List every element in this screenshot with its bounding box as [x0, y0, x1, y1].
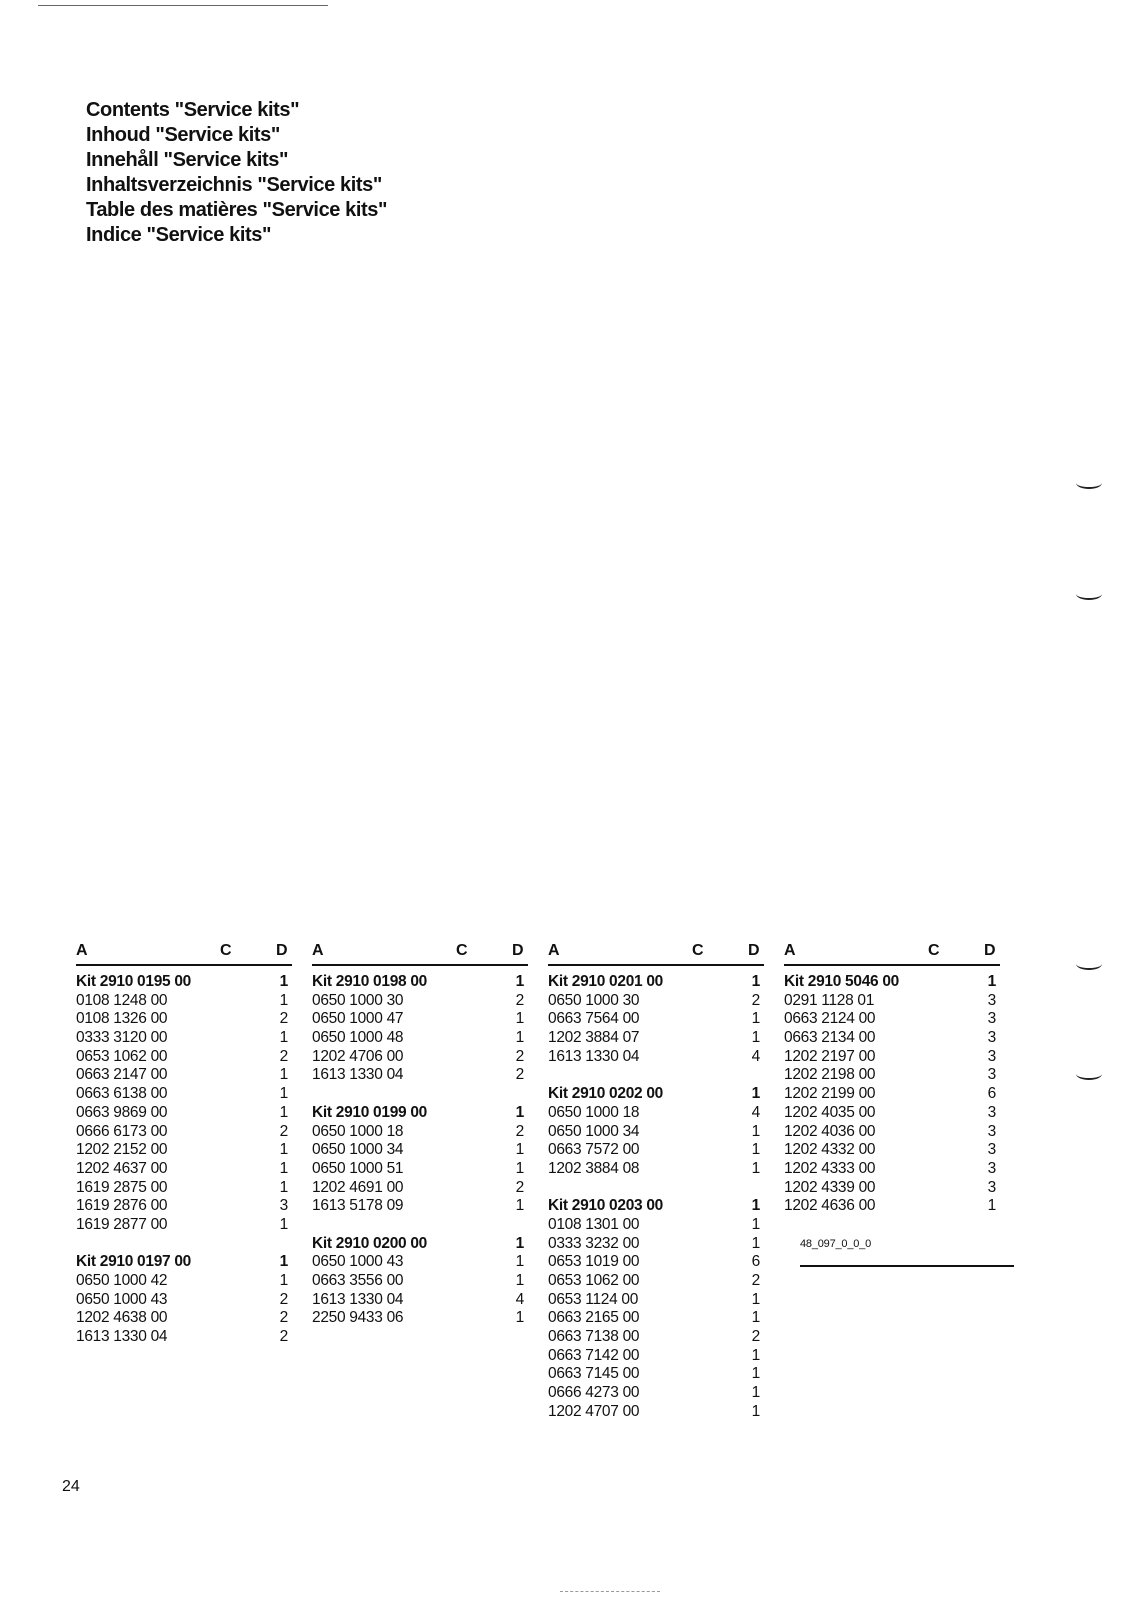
- quantity: 1: [751, 1141, 760, 1159]
- quantity: 3: [987, 1122, 996, 1140]
- part-number: 0653 1019 00: [548, 1253, 640, 1271]
- quantity: 1: [751, 1309, 760, 1327]
- part-number: 1613 1330 04: [312, 1066, 404, 1084]
- quantity: 1: [987, 973, 996, 990]
- quantity: 1: [279, 1253, 288, 1271]
- header-c: C: [692, 942, 704, 959]
- quantity: 1: [751, 1290, 760, 1308]
- kit-row: [76, 973, 292, 992]
- header-a: A: [548, 942, 560, 959]
- part-number: Kit 2910 0198 00: [312, 973, 427, 990]
- part-row: [312, 1029, 528, 1048]
- part-number: 0650 1000 34: [548, 1122, 640, 1140]
- header-a: A: [76, 942, 88, 959]
- part-row: [548, 1365, 764, 1384]
- part-row: [548, 1029, 764, 1048]
- part-number: 0650 1000 48: [312, 1029, 404, 1047]
- title-block: [86, 98, 387, 248]
- part-row: [312, 1253, 528, 1272]
- part-number: 0650 1000 30: [312, 991, 404, 1009]
- part-row: [76, 1160, 292, 1179]
- part-number: 1202 4707 00: [548, 1402, 640, 1420]
- quantity: 1: [515, 973, 524, 990]
- part-number: Kit 2910 0203 00: [548, 1197, 663, 1215]
- part-row: [784, 992, 1000, 1011]
- part-row: [76, 1328, 292, 1347]
- quantity: 1: [751, 1215, 760, 1233]
- header-d: D: [276, 942, 288, 959]
- part-number: 0663 3556 00: [312, 1272, 404, 1289]
- part-number: 1613 1330 04: [548, 1047, 640, 1065]
- part-number: 1619 2875 00: [76, 1178, 168, 1196]
- quantity: 2: [515, 1178, 524, 1196]
- part-row: [76, 1272, 292, 1291]
- quantity: 3: [987, 1159, 996, 1177]
- part-row: [548, 1235, 764, 1254]
- quantity: 3: [987, 991, 996, 1009]
- part-row: [312, 1010, 528, 1029]
- footer-dashes: [560, 1591, 660, 1593]
- quantity: 1: [515, 1103, 524, 1121]
- quantity: 1: [751, 1234, 760, 1252]
- part-number: 0663 6138 00: [76, 1085, 168, 1103]
- part-number: 1202 4333 00: [784, 1159, 876, 1177]
- part-number: 0108 1326 00: [76, 1010, 168, 1028]
- part-row: [548, 1048, 764, 1067]
- part-row: [548, 1384, 764, 1403]
- scan-mark: [1076, 958, 1102, 970]
- part-number: 0663 7572 00: [548, 1141, 640, 1159]
- header-d: D: [748, 942, 760, 959]
- reference-code: 48_097_0_0_0: [800, 1238, 872, 1250]
- part-row: [548, 1328, 764, 1347]
- part-number: 1619 2877 00: [76, 1215, 168, 1233]
- part-row: [548, 1272, 764, 1291]
- quantity: 1: [515, 1197, 524, 1215]
- quantity: 1: [751, 1346, 760, 1364]
- quantity: 1: [515, 1234, 524, 1252]
- part-number: 0650 1000 42: [76, 1272, 168, 1289]
- part-number: 0653 1062 00: [548, 1272, 640, 1289]
- header-a: A: [784, 942, 796, 959]
- quantity: 2: [515, 1122, 524, 1140]
- quantity: 2: [279, 1010, 288, 1028]
- part-row: [312, 1123, 528, 1142]
- quantity: 2: [279, 1122, 288, 1140]
- quantity: 3: [987, 1066, 996, 1084]
- title-sv: Innehåll "Service kits": [86, 149, 289, 171]
- quantity: 3: [279, 1197, 288, 1215]
- part-number: 0650 1000 51: [312, 1159, 404, 1177]
- part-row: [784, 1066, 1000, 1085]
- quantity: 2: [515, 1066, 524, 1084]
- part-row: [312, 1085, 528, 1104]
- part-row: [76, 1309, 292, 1328]
- header-a: A: [312, 942, 324, 959]
- quantity: 1: [515, 1029, 524, 1047]
- part-row: [548, 1010, 764, 1029]
- part-number: 1202 4339 00: [784, 1178, 876, 1196]
- part-number: 0663 2147 00: [76, 1066, 168, 1084]
- parts-column: [76, 942, 292, 1347]
- part-row: [548, 1123, 764, 1142]
- part-row: [784, 1123, 1000, 1142]
- column-header: [76, 942, 292, 966]
- part-row: [76, 1048, 292, 1067]
- page-number: 24: [62, 1478, 80, 1495]
- quantity: 1: [751, 1159, 760, 1177]
- kit-row: [76, 1253, 292, 1272]
- part-number: 1202 2199 00: [784, 1085, 876, 1103]
- part-number: 0291 1128 01: [784, 991, 875, 1009]
- kit-row: [784, 973, 1000, 992]
- kit-row: [312, 1104, 528, 1123]
- part-number: 0666 6173 00: [76, 1122, 168, 1140]
- part-number: 0666 4273 00: [548, 1384, 640, 1402]
- kit-row: [548, 973, 764, 992]
- part-row: [784, 1029, 1000, 1048]
- quantity: 1: [751, 1384, 760, 1402]
- quantity: 1: [279, 1085, 288, 1103]
- quantity: 1: [751, 1085, 760, 1103]
- part-row: [548, 1179, 764, 1198]
- part-number: 1613 5178 09: [312, 1197, 404, 1215]
- part-row: [784, 1160, 1000, 1179]
- quantity: 4: [751, 1047, 760, 1065]
- part-number: 0663 7142 00: [548, 1346, 640, 1364]
- quantity: 1: [751, 973, 760, 990]
- header-c: C: [456, 942, 468, 959]
- quantity: 1: [515, 1253, 524, 1271]
- reference-rule: [800, 1265, 1014, 1267]
- part-number: 0663 2124 00: [784, 1010, 876, 1028]
- part-number: 1202 4691 00: [312, 1178, 404, 1196]
- part-number: 0663 7138 00: [548, 1328, 640, 1346]
- quantity: 2: [279, 1047, 288, 1065]
- quantity: 2: [751, 1328, 760, 1346]
- part-number: 1202 4332 00: [784, 1141, 876, 1159]
- quantity: 1: [751, 1122, 760, 1140]
- part-row: [312, 1141, 528, 1160]
- quantity: 2: [279, 1328, 288, 1346]
- part-row: [312, 1066, 528, 1085]
- part-row: [548, 1309, 764, 1328]
- part-row: [548, 1403, 764, 1422]
- part-row: [76, 1235, 292, 1254]
- quantity: 1: [751, 1365, 760, 1383]
- part-number: 2250 9433 06: [312, 1309, 404, 1327]
- part-row: [312, 1160, 528, 1179]
- part-row: [312, 1197, 528, 1216]
- header-d: D: [512, 942, 524, 959]
- part-row: [784, 1085, 1000, 1104]
- quantity: 1: [279, 1178, 288, 1196]
- part-row: [76, 1179, 292, 1198]
- part-row: [76, 1104, 292, 1123]
- part-number: Kit 2910 0195 00: [76, 973, 191, 990]
- quantity: 1: [279, 1159, 288, 1177]
- part-number: 0663 7145 00: [548, 1365, 640, 1383]
- part-number: 0650 1000 30: [548, 991, 640, 1009]
- quantity: 3: [987, 1010, 996, 1028]
- column-header: [784, 942, 1000, 966]
- quantity: 3: [987, 1047, 996, 1065]
- header-c: C: [220, 942, 232, 959]
- column-header: [548, 942, 764, 966]
- part-row: [548, 1141, 764, 1160]
- quantity: 3: [987, 1178, 996, 1196]
- parts-column: [784, 942, 1000, 1216]
- quantity: 6: [987, 1085, 996, 1103]
- kit-row: [312, 1235, 528, 1254]
- quantity: 1: [751, 1029, 760, 1047]
- quantity: 1: [279, 1066, 288, 1084]
- part-number: 1619 2876 00: [76, 1197, 168, 1215]
- kit-row: [548, 1085, 764, 1104]
- part-row: [784, 1104, 1000, 1123]
- part-number: 1613 1330 04: [312, 1290, 404, 1308]
- title-fr: Table des matières "Service kits": [86, 199, 388, 221]
- part-number: 0650 1000 18: [312, 1122, 404, 1140]
- part-row: [784, 1141, 1000, 1160]
- part-number: Kit 2910 5046 00: [784, 973, 899, 990]
- title-it: Indice "Service kits": [86, 224, 272, 246]
- quantity: 4: [751, 1103, 760, 1121]
- quantity: 1: [279, 991, 288, 1009]
- part-number: 0108 1248 00: [76, 991, 168, 1009]
- part-number: 0663 7564 00: [548, 1010, 640, 1028]
- part-number: Kit 2910 0197 00: [76, 1253, 191, 1271]
- quantity: 1: [279, 1141, 288, 1159]
- part-row: [312, 1291, 528, 1310]
- part-row: [784, 1197, 1000, 1216]
- quantity: 1: [279, 1215, 288, 1233]
- top-rule: [38, 5, 328, 6]
- part-number: 1202 2197 00: [784, 1047, 876, 1065]
- part-row: [548, 1253, 764, 1272]
- quantity: 1: [751, 1010, 760, 1028]
- part-number: 1202 4637 00: [76, 1159, 168, 1177]
- part-number: 1202 4706 00: [312, 1047, 404, 1065]
- header-c: C: [928, 942, 940, 959]
- part-row: [76, 1029, 292, 1048]
- part-number: 0650 1000 43: [76, 1290, 168, 1308]
- part-number: 1202 3884 07: [548, 1029, 640, 1047]
- part-number: 0650 1000 18: [548, 1103, 640, 1121]
- part-row: [548, 992, 764, 1011]
- part-number: 0650 1000 34: [312, 1141, 404, 1159]
- quantity: 3: [987, 1141, 996, 1159]
- part-row: [76, 1066, 292, 1085]
- part-number: Kit 2910 0199 00: [312, 1103, 427, 1121]
- part-row: [76, 1291, 292, 1310]
- part-row: [548, 1216, 764, 1235]
- kit-row: [312, 973, 528, 992]
- part-number: 1202 4636 00: [784, 1197, 876, 1215]
- part-number: 0650 1000 43: [312, 1253, 404, 1271]
- part-number: 0653 1062 00: [76, 1047, 168, 1065]
- quantity: 1: [751, 1197, 760, 1215]
- quantity: 1: [515, 1010, 524, 1028]
- quantity: 2: [515, 991, 524, 1009]
- part-row: [784, 1179, 1000, 1198]
- part-row: [312, 1216, 528, 1235]
- quantity: 3: [987, 1029, 996, 1047]
- part-number: 1202 4638 00: [76, 1309, 168, 1327]
- part-number: 1202 4035 00: [784, 1103, 876, 1121]
- quantity: 4: [515, 1290, 524, 1308]
- part-number: Kit 2910 0202 00: [548, 1085, 663, 1103]
- part-row: [76, 1197, 292, 1216]
- part-number: 0333 3232 00: [548, 1234, 640, 1252]
- part-row: [784, 1010, 1000, 1029]
- part-number: 1202 3884 08: [548, 1159, 640, 1177]
- quantity: 1: [751, 1402, 760, 1420]
- part-row: [76, 1085, 292, 1104]
- title-nl: Inhoud "Service kits": [86, 124, 280, 146]
- part-row: [76, 1123, 292, 1142]
- part-row: [76, 1141, 292, 1160]
- quantity: 3: [987, 1103, 996, 1121]
- part-number: 0650 1000 47: [312, 1010, 404, 1028]
- part-row: [548, 1104, 764, 1123]
- title-en: Contents "Service kits": [86, 99, 300, 121]
- part-row: [312, 1179, 528, 1198]
- part-row: [76, 992, 292, 1011]
- part-row: [548, 1347, 764, 1366]
- quantity: 2: [751, 1272, 760, 1289]
- part-number: 0663 9869 00: [76, 1103, 168, 1121]
- part-row: [784, 1048, 1000, 1067]
- parts-column: [548, 942, 764, 1422]
- quantity: 1: [279, 973, 288, 990]
- part-number: 1202 2152 00: [76, 1141, 168, 1159]
- scan-mark: [1076, 588, 1102, 600]
- quantity: 1: [515, 1309, 524, 1327]
- quantity: 1: [987, 1197, 996, 1215]
- quantity: 1: [515, 1272, 524, 1289]
- part-row: [312, 992, 528, 1011]
- part-number: 1202 2198 00: [784, 1066, 876, 1084]
- part-row: [76, 1010, 292, 1029]
- part-row: [548, 1291, 764, 1310]
- quantity: 2: [751, 991, 760, 1009]
- scan-mark: [1076, 477, 1102, 489]
- kit-row: [548, 1197, 764, 1216]
- part-number: 1202 4036 00: [784, 1122, 876, 1140]
- header-d: D: [984, 942, 996, 959]
- quantity: 1: [279, 1029, 288, 1047]
- quantity: 2: [279, 1290, 288, 1308]
- part-number: 0333 3120 00: [76, 1029, 168, 1047]
- quantity: 2: [515, 1047, 524, 1065]
- part-row: [312, 1048, 528, 1067]
- part-row: [548, 1066, 764, 1085]
- quantity: 1: [279, 1103, 288, 1121]
- column-header: [312, 942, 528, 966]
- part-number: 1613 1330 04: [76, 1328, 168, 1346]
- quantity: 1: [515, 1141, 524, 1159]
- part-number: 0108 1301 00: [548, 1215, 640, 1233]
- quantity: 2: [279, 1309, 288, 1327]
- title-de: Inhaltsverzeichnis "Service kits": [86, 174, 382, 196]
- part-row: [76, 1216, 292, 1235]
- part-number: 0663 2165 00: [548, 1309, 640, 1327]
- part-row: [312, 1272, 528, 1291]
- quantity: 1: [515, 1159, 524, 1177]
- part-row: [312, 1309, 528, 1328]
- part-number: Kit 2910 0201 00: [548, 973, 663, 990]
- part-number: 0663 2134 00: [784, 1029, 876, 1047]
- part-number: Kit 2910 0200 00: [312, 1234, 427, 1252]
- quantity: 6: [751, 1253, 760, 1271]
- parts-column: [312, 942, 528, 1328]
- scan-mark: [1076, 1068, 1102, 1080]
- quantity: 1: [279, 1272, 288, 1289]
- part-row: [548, 1160, 764, 1179]
- part-number: 0653 1124 00: [548, 1290, 639, 1308]
